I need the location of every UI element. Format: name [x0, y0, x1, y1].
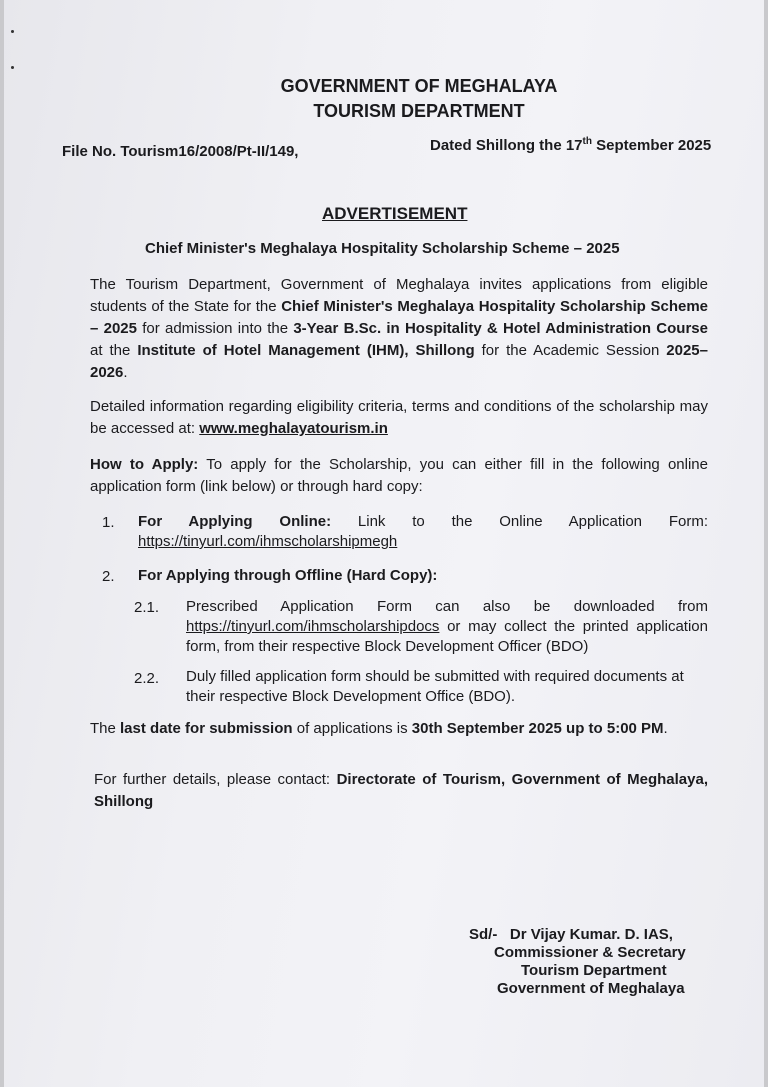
how-to-apply-paragraph: How to Apply: To apply for the Scholarship, you can either fill in the following online application form (link below) or through hard copy:	[90, 456, 708, 495]
download-form-item: Prescribed Application Form can also be downloaded from https://tinyurl.com/ihmscholarshipdocs or may collect the printed application form, from their respective Block Development Officer (BDO)	[186, 598, 708, 655]
item-number: 1.	[102, 514, 115, 531]
signatory-department: Tourism Department	[521, 962, 667, 979]
documents-link[interactable]: https://tinyurl.com/ihmscholarshipdocs	[186, 618, 440, 635]
document-page	[4, 0, 764, 1087]
scheme-subtitle: Chief Minister's Meghalaya Hospitality Scholarship Scheme – 2025	[145, 240, 620, 257]
submit-form-item: Duly filled application form should be submitted with required documents at their respective Block Development Office (BDO).	[186, 668, 684, 705]
signatory-government: Government of Meghalaya	[497, 980, 685, 997]
govt-heading: GOVERNMENT OF MEGHALAYA	[280, 76, 558, 96]
intro-paragraph: The Tourism Department, Government of Meghalaya invites applications from eligible students of the State for the Chief Minister's Meghalaya Hospitality Scholarship Scheme – 2025 for admission into the 3-Year B.Sc. in Hospitality & Hotel Administration Course at the Institute of Hotel Management (IHM), Shillong for the Academic Session 2025–2026.	[90, 276, 709, 381]
subitem-number: 2.1.	[134, 599, 160, 616]
subitem-number: 2.2.	[134, 670, 160, 687]
online-form-link[interactable]: https://tinyurl.com/ihmscholarshipmegh	[138, 533, 398, 550]
scan-speck	[11, 30, 14, 33]
file-number: File No. Tourism16/2008/Pt-II/149,	[62, 143, 299, 160]
signatory-role: Commissioner & Secretary	[494, 944, 686, 961]
dept-heading: TOURISM DEPARTMENT	[313, 101, 525, 121]
advertisement-title: ADVERTISEMENT	[322, 204, 468, 223]
website-link[interactable]: www.meghalayatourism.in	[199, 420, 388, 437]
deadline-paragraph: The last date for submission of applications is 30th September 2025 up to 5:00 PM.	[90, 720, 668, 737]
scan-speck	[11, 66, 14, 69]
online-apply-item: For Applying Online: Link to the Online Application Form:	[138, 513, 708, 530]
dated-line: Dated Shillong the 17th September 2025	[430, 136, 712, 154]
signature-block: Sd/- Dr Vijay Kumar. D. IAS,	[469, 926, 673, 943]
item-number: 2.	[102, 568, 115, 585]
info-paragraph: Detailed information regarding eligibility criteria, terms and conditions of the scholarship may be accessed at: www.meghalayatourism.in	[90, 398, 708, 437]
contact-paragraph: For further details, please contact: Directorate of Tourism, Government of Meghalaya, Shillong	[94, 771, 708, 810]
offline-apply-heading: For Applying through Offline (Hard Copy):	[138, 567, 438, 584]
